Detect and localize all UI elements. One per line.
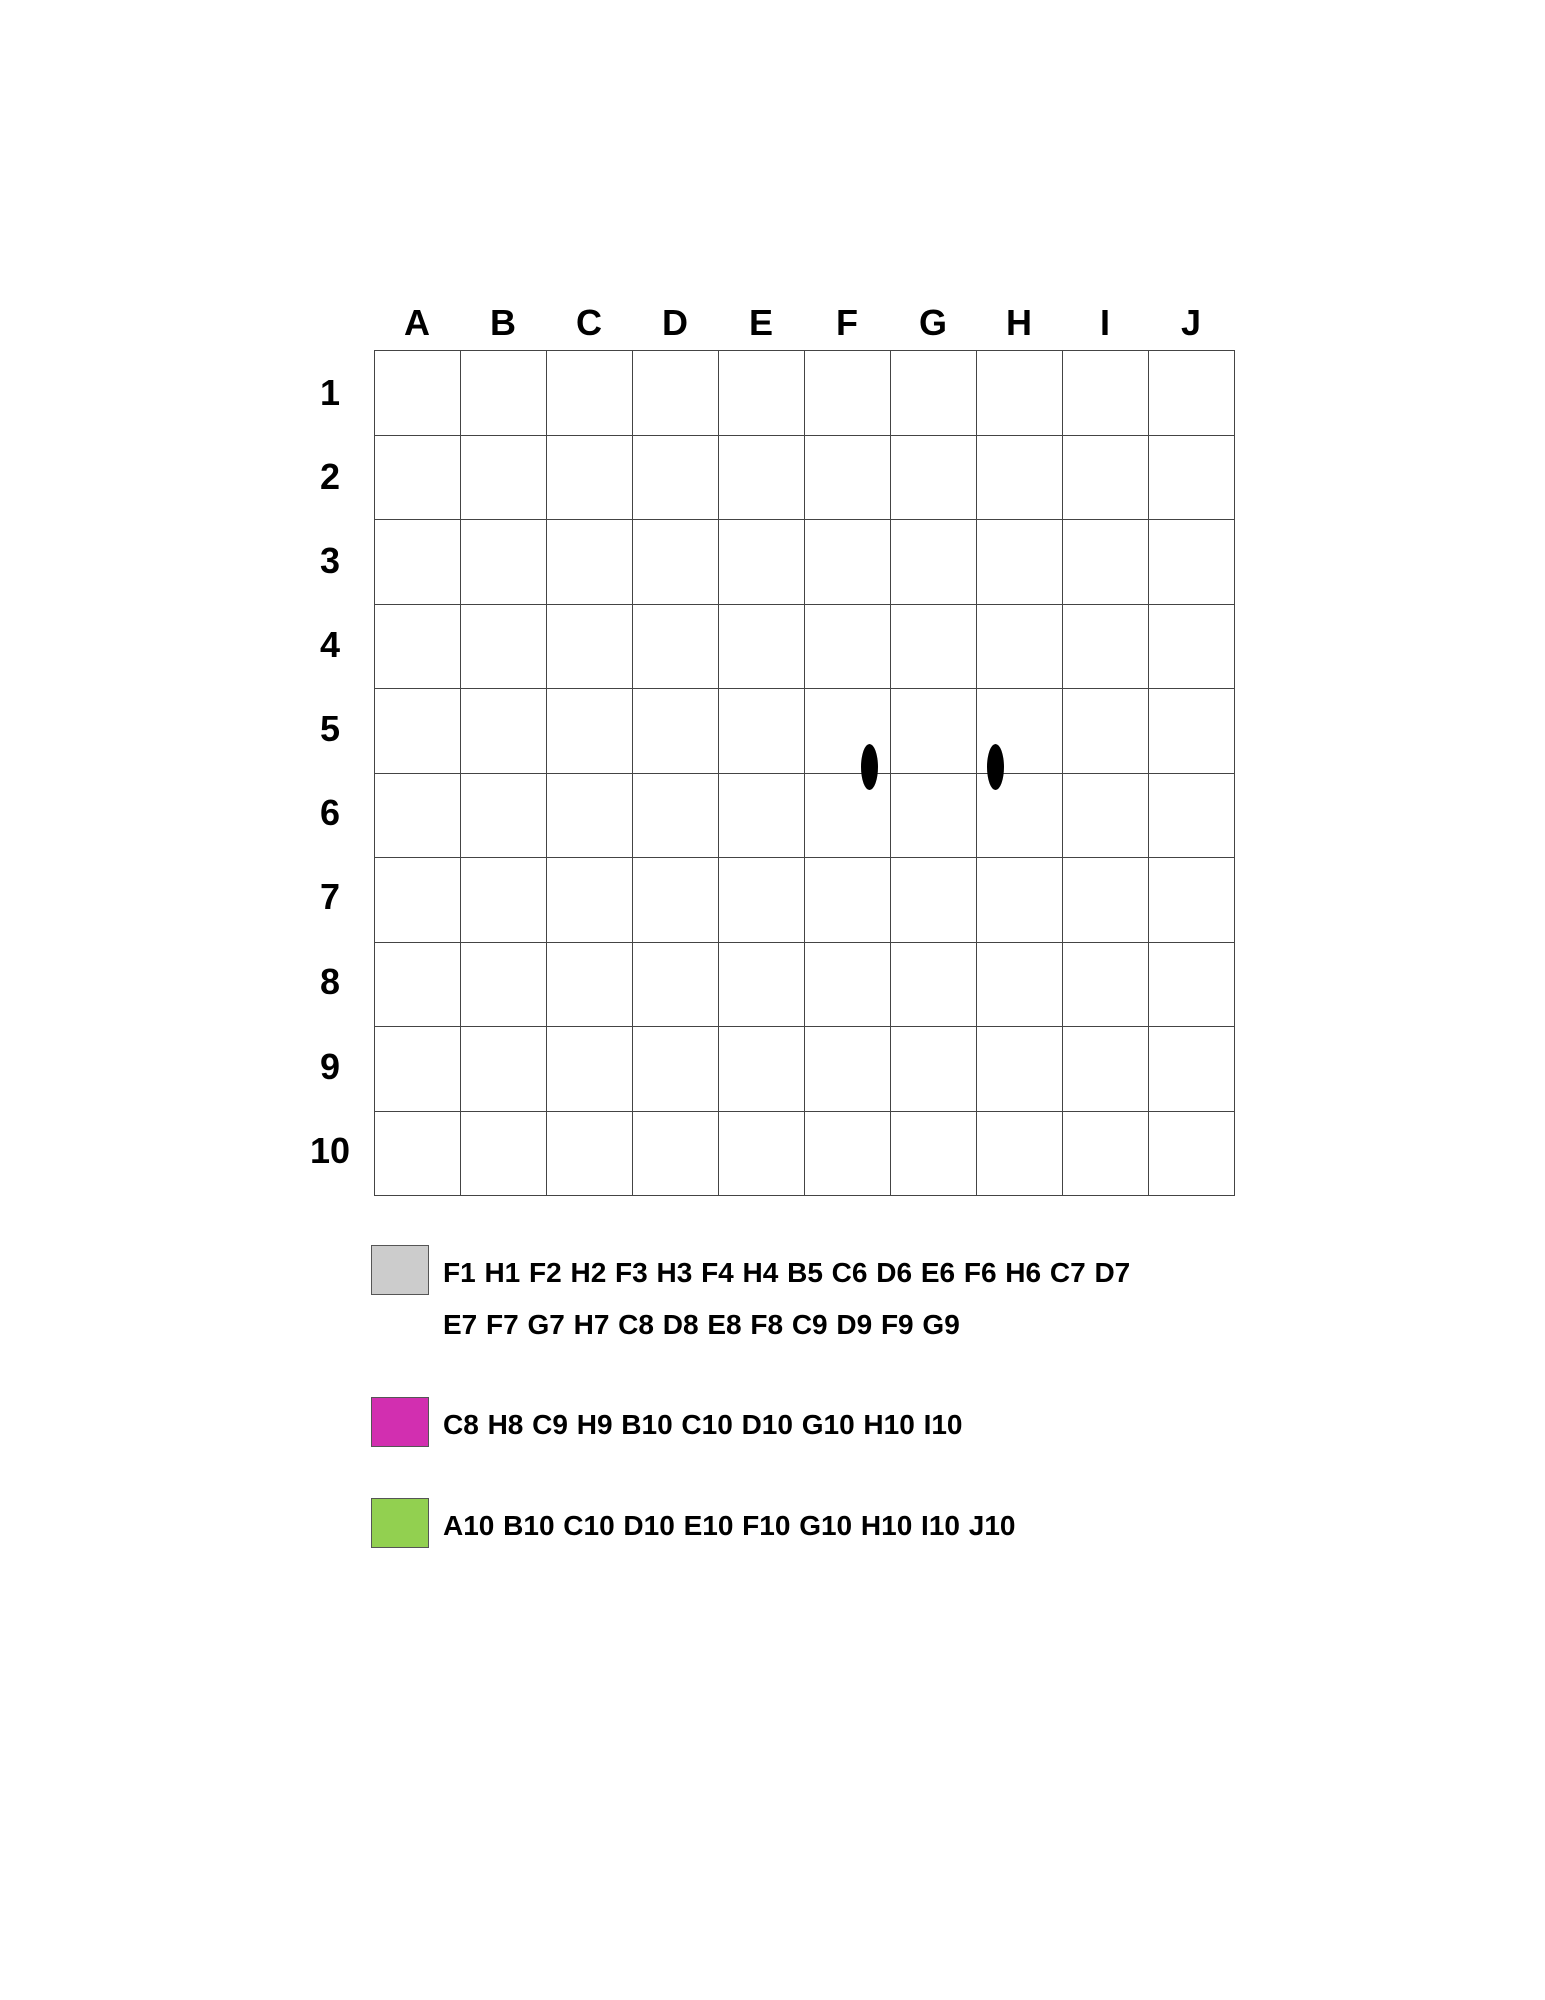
board-cell-g4[interactable]: [890, 604, 976, 689]
row-label-9: 9: [319, 1046, 341, 1087]
board-cell-b6[interactable]: [460, 773, 546, 858]
column-label-b: B: [490, 302, 516, 343]
board-cell-j4[interactable]: [1148, 604, 1234, 689]
row-label-6: 6: [319, 792, 341, 833]
board-cell-j3[interactable]: [1148, 519, 1234, 604]
column-label-h: H: [1006, 302, 1032, 343]
board-cell-a4[interactable]: [374, 604, 460, 689]
legend-text-magenta: C8 H8 C9 H9 B10 C10 D10 G10 H10 I10: [443, 1409, 963, 1440]
board-cell-i1[interactable]: [1062, 350, 1148, 435]
board-cell-a6[interactable]: [374, 773, 460, 858]
board-cell-a2[interactable]: [374, 435, 460, 520]
row-label-2: 2: [319, 456, 341, 497]
board-cell-i3[interactable]: [1062, 519, 1148, 604]
board-cell-c9[interactable]: [546, 1026, 632, 1111]
board-cell-e9[interactable]: [718, 1026, 804, 1111]
legend-text-green: A10 B10 C10 D10 E10 F10 G10 H10 I10 J10: [443, 1510, 1016, 1541]
board-cell-b2[interactable]: [460, 435, 546, 520]
board-cell-i9[interactable]: [1062, 1026, 1148, 1111]
board-cell-a3[interactable]: [374, 519, 460, 604]
board-cell-i2[interactable]: [1062, 435, 1148, 520]
row-label-8: 8: [319, 961, 341, 1002]
board-cell-e10[interactable]: [718, 1111, 804, 1196]
board-cell-i6[interactable]: [1062, 773, 1148, 858]
board-cell-h10[interactable]: [976, 1111, 1062, 1196]
board-cell-b7[interactable]: [460, 857, 546, 942]
row-label-3: 3: [319, 540, 341, 581]
board-cell-e4[interactable]: [718, 604, 804, 689]
board-cell-d10[interactable]: [632, 1111, 718, 1196]
board-cell-e2[interactable]: [718, 435, 804, 520]
board-cell-b10[interactable]: [460, 1111, 546, 1196]
board-cell-h6[interactable]: [976, 773, 1062, 858]
row-label-7: 7: [319, 876, 341, 917]
marker-oval-1[interactable]: [861, 744, 878, 790]
board-cell-h7[interactable]: [976, 857, 1062, 942]
board-cell-d9[interactable]: [632, 1026, 718, 1111]
board-cell-d2[interactable]: [632, 435, 718, 520]
row-label-5: 5: [319, 708, 341, 749]
board-cell-h1[interactable]: [976, 350, 1062, 435]
board-cell-d3[interactable]: [632, 519, 718, 604]
board-cell-e8[interactable]: [718, 942, 804, 1027]
board-cell-b8[interactable]: [460, 942, 546, 1027]
board-cell-f1[interactable]: [804, 350, 890, 435]
legend-swatch-magenta: [371, 1397, 429, 1447]
board-cell-e6[interactable]: [718, 773, 804, 858]
row-label-10: 10: [309, 1130, 351, 1171]
board-cell-h4[interactable]: [976, 604, 1062, 689]
board-cell-j1[interactable]: [1148, 350, 1234, 435]
board-cell-j2[interactable]: [1148, 435, 1234, 520]
column-label-f: F: [836, 302, 858, 343]
board-cell-c1[interactable]: [546, 350, 632, 435]
board-cell-f10[interactable]: [804, 1111, 890, 1196]
board-cell-a7[interactable]: [374, 857, 460, 942]
board-cell-g7[interactable]: [890, 857, 976, 942]
board-cell-g3[interactable]: [890, 519, 976, 604]
board-cell-d4[interactable]: [632, 604, 718, 689]
board-cell-h8[interactable]: [976, 942, 1062, 1027]
board-cell-c8[interactable]: [546, 942, 632, 1027]
board-cell-c5[interactable]: [546, 688, 632, 773]
legend-text-gray: F1 H1 F2 H2 F3 H3 F4 H4 B5 C6 D6 E6 F6 H6 C7 D7 E7 F7 G7 H7 C8 D8 E8 F8 C9 D9 F9 G9: [443, 1257, 1131, 1340]
board-cell-j9[interactable]: [1148, 1026, 1234, 1111]
board-cell-e1[interactable]: [718, 350, 804, 435]
board-cell-j10[interactable]: [1148, 1111, 1234, 1196]
board-cell-g9[interactable]: [890, 1026, 976, 1111]
column-label-d: D: [662, 302, 688, 343]
board-cell-f3[interactable]: [804, 519, 890, 604]
board-cell-b3[interactable]: [460, 519, 546, 604]
board-cell-a10[interactable]: [374, 1111, 460, 1196]
board-cell-c2[interactable]: [546, 435, 632, 520]
board-cell-i4[interactable]: [1062, 604, 1148, 689]
board-cell-i5[interactable]: [1062, 688, 1148, 773]
board-cell-g5[interactable]: [890, 688, 976, 773]
board-cell-a1[interactable]: [374, 350, 460, 435]
board-cell-e3[interactable]: [718, 519, 804, 604]
board-cell-b5[interactable]: [460, 688, 546, 773]
board-cell-g1[interactable]: [890, 350, 976, 435]
board-cell-c10[interactable]: [546, 1111, 632, 1196]
game-board-grid: [374, 350, 1235, 1196]
legend-swatch-gray: [371, 1245, 429, 1295]
board-cell-g2[interactable]: [890, 435, 976, 520]
board-cell-j8[interactable]: [1148, 942, 1234, 1027]
column-label-g: G: [918, 302, 947, 343]
row-label-1: 1: [319, 372, 341, 413]
row-label-4: 4: [319, 624, 341, 665]
board-cell-h3[interactable]: [976, 519, 1062, 604]
board-cell-e7[interactable]: [718, 857, 804, 942]
board-cell-f7[interactable]: [804, 857, 890, 942]
marker-oval-2[interactable]: [987, 744, 1004, 790]
legend-swatch-green: [371, 1498, 429, 1548]
column-label-i: I: [1099, 302, 1110, 343]
board-cell-d8[interactable]: [632, 942, 718, 1027]
board-cell-f2[interactable]: [804, 435, 890, 520]
board-cell-g10[interactable]: [890, 1111, 976, 1196]
board-cell-i10[interactable]: [1062, 1111, 1148, 1196]
board-cell-a9[interactable]: [374, 1026, 460, 1111]
board-cell-a8[interactable]: [374, 942, 460, 1027]
board-cell-b9[interactable]: [460, 1026, 546, 1111]
board-cell-b4[interactable]: [460, 604, 546, 689]
board-cell-g8[interactable]: [890, 942, 976, 1027]
board-cell-j7[interactable]: [1148, 857, 1234, 942]
board-cell-b1[interactable]: [460, 350, 546, 435]
board-cell-c4[interactable]: [546, 604, 632, 689]
column-label-j: J: [1180, 302, 1202, 343]
board-cell-e5[interactable]: [718, 688, 804, 773]
board-cell-j5[interactable]: [1148, 688, 1234, 773]
board-cell-f4[interactable]: [804, 604, 890, 689]
column-label-a: A: [404, 302, 430, 343]
column-label-e: E: [748, 302, 773, 343]
board-cell-c6[interactable]: [546, 773, 632, 858]
board-cell-d1[interactable]: [632, 350, 718, 435]
board-cell-f9[interactable]: [804, 1026, 890, 1111]
board-cell-f8[interactable]: [804, 942, 890, 1027]
board-cell-c3[interactable]: [546, 519, 632, 604]
board-cell-d5[interactable]: [632, 688, 718, 773]
board-cell-h9[interactable]: [976, 1026, 1062, 1111]
column-label-c: C: [576, 302, 602, 343]
board-cell-d6[interactable]: [632, 773, 718, 858]
board-cell-j6[interactable]: [1148, 773, 1234, 858]
board-cell-i7[interactable]: [1062, 857, 1148, 942]
board-cell-a5[interactable]: [374, 688, 460, 773]
board-cell-h2[interactable]: [976, 435, 1062, 520]
board-cell-i8[interactable]: [1062, 942, 1148, 1027]
board-cell-d7[interactable]: [632, 857, 718, 942]
board-cell-g6[interactable]: [890, 773, 976, 858]
board-cell-f6[interactable]: [804, 773, 890, 858]
board-cell-c7[interactable]: [546, 857, 632, 942]
